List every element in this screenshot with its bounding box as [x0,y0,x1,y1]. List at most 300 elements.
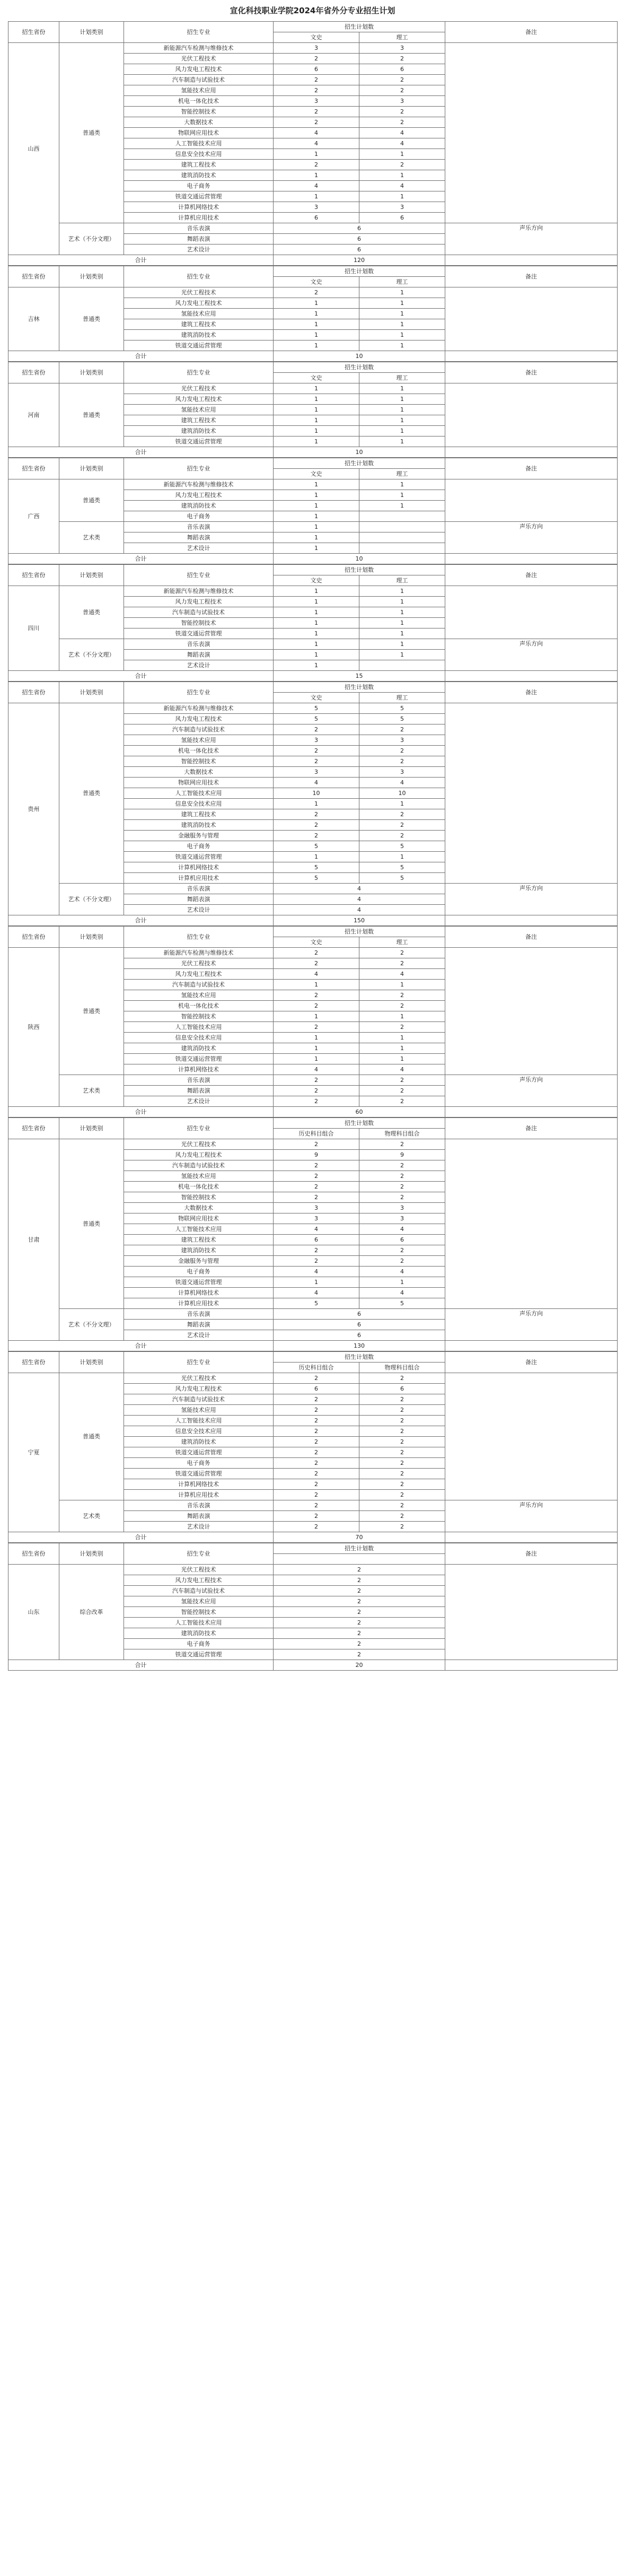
plan-count-a: 2 [274,1192,359,1203]
plan-count-a: 2 [274,1416,359,1426]
plan-count-b: 2 [359,1001,445,1011]
plan-count-a: 2 [274,1479,359,1490]
header-province: 招生省份 [8,1118,59,1139]
major-cell: 建筑消防技术 [124,501,274,511]
major-cell: 艺术设计 [124,1522,274,1532]
plan-count-a: 5 [274,1298,359,1309]
plan-count-a: 4 [274,181,359,191]
major-cell: 舞蹈表演 [124,234,274,244]
plan-count-a: 2 [274,958,359,969]
major-cell: 智能控制技术 [124,1607,274,1618]
note-cell: 声乐方向 [445,522,618,554]
plan-count-a: 2 [274,756,359,767]
header-category: 计划类别 [59,1118,124,1139]
plan-count-b: 1 [359,490,445,501]
note-cell [445,1565,618,1660]
plan-count-a: 2 [274,1373,359,1384]
plan-count-a: 1 [274,490,359,501]
category-cell: 普通类 [59,287,124,351]
plan-count-a: 1 [274,426,359,436]
major-cell: 电子商务 [124,511,274,522]
table-row [8,586,618,597]
category-cell: 艺术（不分文理） [59,223,124,255]
plan-count: 2 [274,1639,445,1649]
total-note [445,351,618,362]
header-category: 计划类别 [59,1352,124,1373]
major-cell: 舞蹈表演 [124,1511,274,1522]
plan-count-b: 5 [359,703,445,714]
total-row [8,1107,618,1117]
major-cell: 风力发电工程技术 [124,64,274,75]
major-cell: 铁道交通运营管理 [124,1277,274,1288]
major-cell: 计算机应用技术 [124,213,274,223]
plan-count-b: 2 [359,756,445,767]
province-table [8,21,618,266]
total-value: 10 [274,447,445,458]
total-note [445,1532,618,1543]
subheader-a: 文史 [274,373,359,383]
major-cell: 电子商务 [124,1267,274,1277]
subheader-b: 理工 [359,575,445,586]
header-plan: 招生计划数 [274,1543,445,1554]
category-cell: 普通类 [59,948,124,1075]
note-cell [445,43,618,223]
major-cell: 新能源汽车检测与维修技术 [124,948,274,958]
total-row [8,447,618,458]
plan-count-a: 6 [274,1384,359,1394]
total-label: 合计 [8,255,274,266]
major-cell: 铁道交通运营管理 [124,1447,274,1458]
plan-count-b: 2 [359,1075,445,1086]
plan-count-b: 2 [359,107,445,117]
note-cell: 声乐方向 [445,1500,618,1532]
plan-count-b: 1 [359,799,445,809]
plan-count-b: 1 [359,618,445,628]
plan-count-b: 4 [359,969,445,980]
plan-count-b: 5 [359,1298,445,1309]
major-cell: 氢能技术应用 [124,405,274,415]
plan-count-b: 2 [359,1490,445,1500]
header-note: 备注 [445,1543,618,1565]
header-row [8,22,618,32]
plan-count-a: 1 [274,1054,359,1064]
plan-count-a: 2 [274,1394,359,1405]
plan-count-a: 3 [274,202,359,213]
table-row [8,1309,618,1320]
total-row [8,915,618,926]
major-cell: 物联网应用技术 [124,778,274,788]
major-cell: 机电一体化技术 [124,96,274,107]
category-cell: 艺术（不分文理） [59,1309,124,1341]
total-label: 合计 [8,1107,274,1117]
total-note [445,447,618,458]
plan-tables [0,21,625,1671]
major-cell: 信息安全技术应用 [124,1426,274,1437]
plan-count-b: 2 [359,1469,445,1479]
note-cell [445,1139,618,1309]
category-cell: 普通类 [59,383,124,447]
plan-count-a: 1 [274,298,359,309]
plan-count-a: 2 [274,107,359,117]
plan-count-a: 1 [274,1011,359,1022]
plan-count-b: 2 [359,117,445,128]
header-province: 招生省份 [8,22,59,43]
header-major: 招生专业 [124,682,274,703]
major-cell: 金融服务与管理 [124,1256,274,1267]
subheader-a: 历史科目组合 [274,1363,359,1373]
plan-count-a: 6 [274,1235,359,1245]
major-cell: 舞蹈表演 [124,532,274,543]
plan-count: 2 [274,1565,445,1575]
plan-count-a: 2 [274,746,359,756]
plan-count-b: 2 [359,820,445,831]
category-cell: 普通类 [59,586,124,639]
province-cell: 河南 [8,383,59,447]
plan-count-a: 2 [274,1522,359,1532]
plan-count-a: 2 [274,1171,359,1182]
plan-count-a: 1 [274,319,359,330]
table-row [8,43,618,54]
plan-count: 2 [274,1628,445,1639]
plan-count-b: 2 [359,1373,445,1384]
plan-count-a: 1 [274,149,359,160]
plan-count-b: 1 [359,586,445,597]
major-cell: 计算机网络技术 [124,1064,274,1075]
total-row [8,1660,618,1671]
province-cell: 宁夏 [8,1373,59,1532]
plan-count-a: 1 [274,1277,359,1288]
province-table [8,1543,618,1671]
plan-count: 2 [274,1618,445,1628]
plan-count-b: 4 [359,1064,445,1075]
province-cell: 陕西 [8,948,59,1107]
header-note: 备注 [445,682,618,703]
major-cell: 音乐表演 [124,223,274,234]
subheader-b: 物理科目组合 [359,1363,445,1373]
plan-count-b: 1 [359,1054,445,1064]
major-cell: 汽车制造与试验技术 [124,980,274,990]
major-cell: 汽车制造与试验技术 [124,1586,274,1596]
major-cell: 风力发电工程技术 [124,490,274,501]
header-plan: 招生计划数 [274,565,445,575]
plan-count-a: 2 [274,948,359,958]
plan-count-a: 1 [274,543,359,554]
plan-count-b: 3 [359,1213,445,1224]
total-value: 150 [274,915,445,926]
plan-count-b: 6 [359,1235,445,1245]
plan-count-b: 4 [359,778,445,788]
note-cell: 声乐方向 [445,884,618,915]
plan-count-b: 1 [359,1033,445,1043]
major-cell: 光伏工程技术 [124,1139,274,1150]
plan-count: 6 [274,1330,445,1341]
header-note: 备注 [445,1352,618,1373]
major-cell: 人工智能技术应用 [124,1224,274,1235]
plan-count-b: 2 [359,1522,445,1532]
plan-count-a: 1 [274,607,359,618]
major-cell: 人工智能技术应用 [124,1416,274,1426]
header-plan: 招生计划数 [274,22,445,32]
plan-count-a: 3 [274,1203,359,1213]
plan-count-a: 4 [274,1288,359,1298]
major-cell: 汽车制造与试验技术 [124,1394,274,1405]
major-cell: 光伏工程技术 [124,958,274,969]
major-cell: 建筑工程技术 [124,415,274,426]
major-cell: 音乐表演 [124,639,274,650]
major-cell: 音乐表演 [124,522,274,532]
major-cell: 智能控制技术 [124,1192,274,1203]
major-cell: 艺术设计 [124,660,274,671]
major-cell: 机电一体化技术 [124,1001,274,1011]
total-row [8,671,618,682]
major-cell: 智能控制技术 [124,618,274,628]
plan-count: 6 [274,223,445,234]
major-cell: 建筑消防技术 [124,1628,274,1639]
plan-count-b: 1 [359,287,445,298]
plan-count-a: 2 [274,85,359,96]
plan-count-b: 1 [359,394,445,405]
plan-count-a: 2 [274,117,359,128]
plan-count-b: 1 [359,405,445,415]
major-cell: 物联网应用技术 [124,128,274,138]
plan-count-a: 2 [274,1245,359,1256]
plan-count-b: 3 [359,43,445,54]
header-province: 招生省份 [8,266,59,287]
total-label: 合计 [8,1532,274,1543]
major-cell: 铁道交通运营管理 [124,1469,274,1479]
plan-count-b: 2 [359,724,445,735]
header-row [8,458,618,469]
major-cell: 汽车制造与试验技术 [124,724,274,735]
plan-count-b: 4 [359,1288,445,1298]
plan-count-b: 1 [359,639,445,650]
plan-count-b: 5 [359,862,445,873]
plan-count-a: 1 [274,650,359,660]
plan-count-a: 2 [274,1500,359,1511]
plan-count: 4 [274,905,445,915]
plan-count-a: 3 [274,767,359,778]
plan-count-b: 6 [359,213,445,223]
plan-count-b: 2 [359,1394,445,1405]
plan-count-a: 10 [274,788,359,799]
plan-count-a: 1 [274,170,359,181]
plan-count-b: 2 [359,809,445,820]
note-cell [445,287,618,351]
major-cell: 舞蹈表演 [124,1320,274,1330]
subheader-b: 理工 [359,32,445,43]
total-label: 合计 [8,447,274,458]
plan-count-b: 4 [359,128,445,138]
total-value: 120 [274,255,445,266]
plan-count-b: 1 [359,330,445,340]
table-row [8,383,618,394]
note-cell: 声乐方向 [445,639,618,671]
plan-count: 6 [274,1309,445,1320]
header-major: 招生专业 [124,266,274,287]
major-cell: 智能控制技术 [124,107,274,117]
plan-count-a: 1 [274,1043,359,1054]
plan-count-b: 3 [359,96,445,107]
header-note: 备注 [445,565,618,586]
province-table [8,266,618,362]
header-category: 计划类别 [59,682,124,703]
subheader-b: 理工 [359,469,445,479]
plan-count-a: 5 [274,862,359,873]
plan-count-b: 1 [359,479,445,490]
total-value: 20 [274,1660,445,1671]
table-row [8,1565,618,1575]
plan-count-b: 1 [359,149,445,160]
major-cell: 新能源汽车检测与维修技术 [124,703,274,714]
plan-count-b: 2 [359,85,445,96]
plan-count: 2 [274,1649,445,1660]
major-cell: 光伏工程技术 [124,1373,274,1384]
subheader-b: 理工 [359,277,445,287]
major-cell: 铁道交通运营管理 [124,1649,274,1660]
plan-count-a: 6 [274,213,359,223]
table-row [8,287,618,298]
major-cell: 风力发电工程技术 [124,969,274,980]
header-row [8,682,618,693]
header-province: 招生省份 [8,682,59,703]
major-cell: 汽车制造与试验技术 [124,1160,274,1171]
major-cell: 机电一体化技术 [124,746,274,756]
plan-count-a: 1 [274,191,359,202]
category-cell: 艺术（不分文理） [59,639,124,671]
plan-count-a: 2 [274,287,359,298]
header-category: 计划类别 [59,266,124,287]
plan-count-a: 4 [274,128,359,138]
subheader-b: 物理科目组合 [359,1129,445,1139]
major-cell: 风力发电工程技术 [124,1150,274,1160]
major-cell: 新能源汽车检测与维修技术 [124,479,274,490]
total-label: 合计 [8,915,274,926]
header-major: 招生专业 [124,1118,274,1139]
total-label: 合计 [8,351,274,362]
province-table [8,362,618,458]
plan-count-a: 3 [274,735,359,746]
major-cell: 大数据技术 [124,767,274,778]
major-cell: 音乐表演 [124,1500,274,1511]
major-cell: 舞蹈表演 [124,1086,274,1096]
total-value: 70 [274,1532,445,1543]
table-row [8,479,618,490]
header-major: 招生专业 [124,22,274,43]
plan-count-a: 1 [274,852,359,862]
plan-count-b: 2 [359,1479,445,1490]
major-cell: 氢能技术应用 [124,1405,274,1416]
plan-count-b: 3 [359,202,445,213]
plan-count-b: 2 [359,1182,445,1192]
major-cell: 艺术设计 [124,1330,274,1341]
province-cell: 广西 [8,479,59,554]
plan-count: 2 [274,1575,445,1586]
plan-count-a: 1 [274,415,359,426]
note-cell [445,586,618,639]
plan-count-b: 2 [359,1086,445,1096]
header-row [8,927,618,937]
plan-count-a: 2 [274,1458,359,1469]
category-cell: 综合改革 [59,1565,124,1660]
major-cell: 音乐表演 [124,1309,274,1320]
header-plan: 招生计划数 [274,1118,445,1129]
plan-count-a: 1 [274,639,359,650]
header-row [8,565,618,575]
header-plan: 招生计划数 [274,458,445,469]
plan-count-b [359,532,445,543]
header-note: 备注 [445,266,618,287]
major-cell: 建筑工程技术 [124,1235,274,1245]
major-cell: 风力发电工程技术 [124,1384,274,1394]
total-row [8,1532,618,1543]
plan-count-b: 2 [359,75,445,85]
plan-count-a: 1 [274,532,359,543]
plan-count-b: 2 [359,1511,445,1522]
plan-count-a: 4 [274,778,359,788]
major-cell: 建筑消防技术 [124,170,274,181]
major-cell: 信息安全技术应用 [124,799,274,809]
header-province: 招生省份 [8,458,59,479]
plan-count: 2 [274,1607,445,1618]
plan-count-b [359,660,445,671]
plan-count-a: 2 [274,1086,359,1096]
total-note [445,671,618,682]
header-row [8,1352,618,1363]
category-cell: 艺术类 [59,1075,124,1107]
major-cell: 建筑消防技术 [124,426,274,436]
major-cell: 建筑工程技术 [124,319,274,330]
note-cell [445,383,618,447]
header-note: 备注 [445,22,618,43]
subheader-b: 理工 [359,373,445,383]
plan-count-a: 1 [274,394,359,405]
total-note [445,1341,618,1351]
category-cell: 普通类 [59,1373,124,1500]
table-row [8,639,618,650]
plan-count-a: 4 [274,1267,359,1277]
major-cell: 光伏工程技术 [124,1565,274,1575]
plan-count-a: 2 [274,1075,359,1086]
major-cell: 光伏工程技术 [124,287,274,298]
plan-count-b: 9 [359,1150,445,1160]
header-plan: 招生计划数 [274,927,445,937]
plan-count-a: 2 [274,1511,359,1522]
plan-count-a: 2 [274,1022,359,1033]
plan-count-a: 2 [274,54,359,64]
plan-count-a: 2 [274,990,359,1001]
plan-count: 6 [274,244,445,255]
plan-count-b: 2 [359,1096,445,1107]
plan-count-a: 2 [274,1447,359,1458]
plan-count-a: 1 [274,340,359,351]
plan-count-b: 2 [359,958,445,969]
subheader-a: 文史 [274,32,359,43]
major-cell: 计算机应用技术 [124,1298,274,1309]
header-category: 计划类别 [59,1543,124,1565]
header-row [8,266,618,277]
plan-count-b: 1 [359,319,445,330]
subheader-b: 理工 [359,937,445,948]
major-cell: 风力发电工程技术 [124,394,274,405]
province-table [8,926,618,1117]
plan-count-b: 2 [359,1192,445,1203]
plan-count: 6 [274,234,445,244]
total-label: 合计 [8,1341,274,1351]
header-row [8,362,618,373]
major-cell: 信息安全技术应用 [124,1033,274,1043]
total-note [445,255,618,266]
plan-count-a: 5 [274,714,359,724]
